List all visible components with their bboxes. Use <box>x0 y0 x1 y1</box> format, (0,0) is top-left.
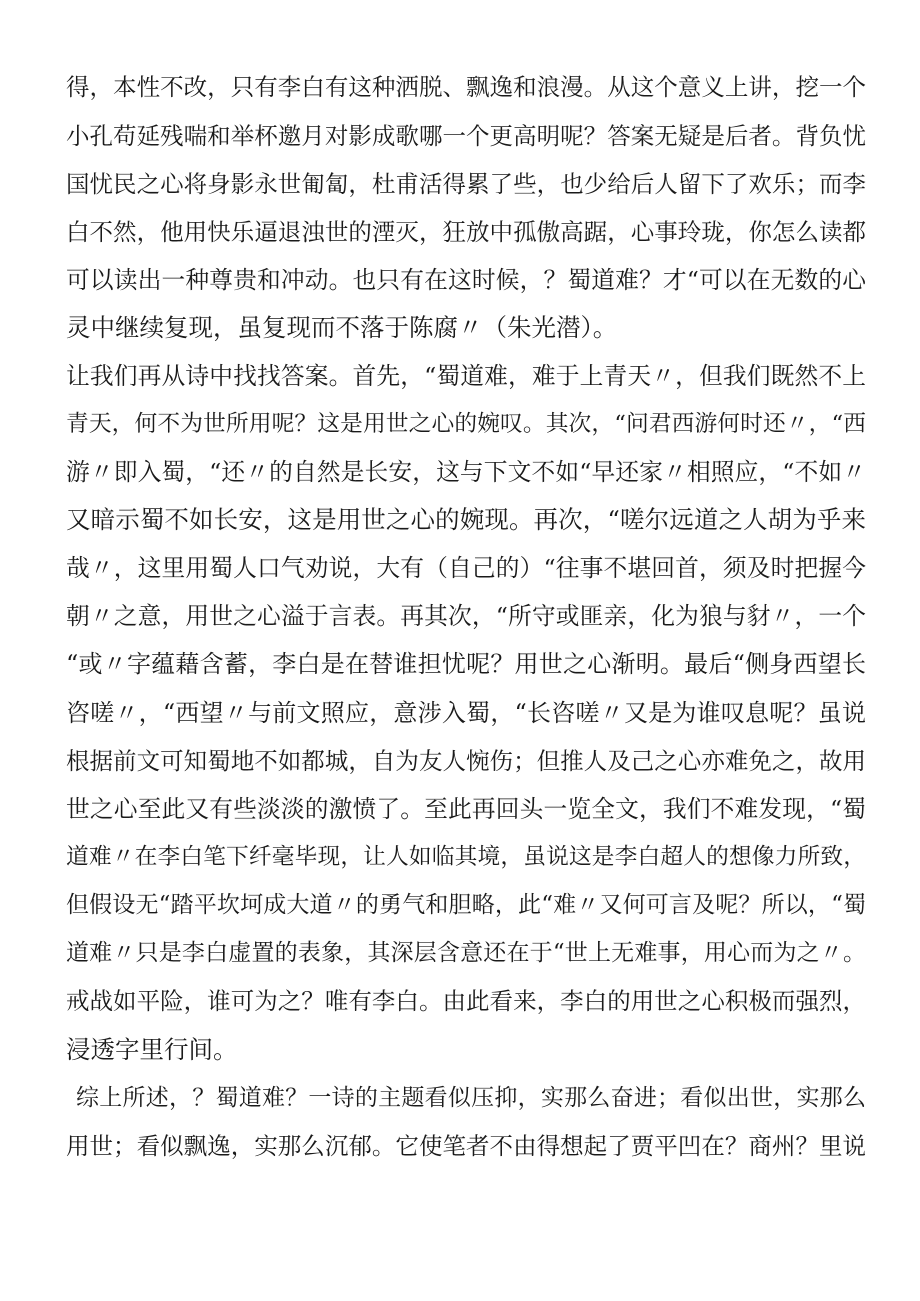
text-line: 道难〃在李白笔下纤毫毕现，让人如临其境，虽说这是李白超人的想像力所致， <box>66 844 866 870</box>
text-line: 浸透字里行间。 <box>66 1035 238 1064</box>
text-line: 灵中继续复现，虽复现而不落于陈腐〃（朱光潜）。 <box>66 313 618 342</box>
text-line: 白不然，他用快乐逼退浊世的湮灭，狂放中孤傲高踞，心事玲珑，你怎么读都 <box>66 218 866 246</box>
text-line: 朝〃之意，用世之心溢于言表。再其次，“所守或匪亲，化为狼与豺〃，一个 <box>66 602 866 630</box>
text-line: 但假设无“踏平坎坷成大道〃的勇气和胆略，此“难〃又何可言及呢？所以，“蜀 <box>66 892 866 918</box>
text-line: “或〃字蕴藉含蓄，李白是在替谁担忧呢？用世之心渐明。最后“侧身西望长 <box>66 650 866 678</box>
text-line: 咨嗟〃，“西望〃与前文照应，意涉入蜀，“长咨嗟〃又是为谁叹息呢？虽说 <box>66 699 866 727</box>
text-line: 世之心至此又有些淡淡的激愤了。至此再回头一览全文，我们不难发现，“蜀 <box>66 795 866 823</box>
text-line: 综上所述，？蜀道难？一诗的主题看似压抑，实那么奋进；看似出世，实那么 <box>76 1085 866 1111</box>
text-line: 游〃即入蜀，“还〃的自然是长安，这与下文不如“早还家〃相照应，“不如〃 <box>66 458 866 486</box>
text-line: 让我们再从诗中找找答案。首先，“蜀道难，难于上青天〃，但我们既然不上 <box>66 362 866 390</box>
text-line: 小孔苟延残喘和举杯邀月对影成歌哪一个更高明呢？答案无疑是后者。背负忧 <box>66 122 866 150</box>
text-line: 根据前文可知蜀地不如都城，自为友人惋伤；但推人及己之心亦难免之，故用 <box>66 747 866 775</box>
text-line: 戒战如平险，谁可为之？唯有李白。由此看来，李白的用世之心积极而强烈， <box>66 987 866 1015</box>
text-line: 又暗示蜀不如长安，这是用世之心的婉现。再次，“嗟尔远道之人胡为乎来 <box>66 505 866 534</box>
text-line: 道难〃只是李白虚置的表象，其深层含意还在于“世上无难事，用心而为之〃。 <box>66 940 866 966</box>
text-line: 用世；看似飘逸，实那么沉郁。它使笔者不由得想起了贾平凹在？商州？里说 <box>66 1132 866 1160</box>
text-line: 哉〃，这里用蜀人口气劝说，大有（自己的）“往事不堪回首，须及时把握今 <box>66 554 866 582</box>
text-line: 国忧民之心将身影永世匍匐，杜甫活得累了些，也少给后人留下了欢乐；而李 <box>66 170 866 198</box>
text-line: 青天，何不为世所用呢？这是用世之心的婉叹。其次，“问君西游何时还〃，“西 <box>66 411 866 437</box>
text-line: 可以读出一种尊贵和冲动。也只有在这时候，？蜀道难？才“可以在无数的心 <box>66 266 866 294</box>
text-line: 得，本性不改，只有李白有这种洒脱、飘逸和浪漫。从这个意义上讲，挖一个 <box>66 73 866 101</box>
